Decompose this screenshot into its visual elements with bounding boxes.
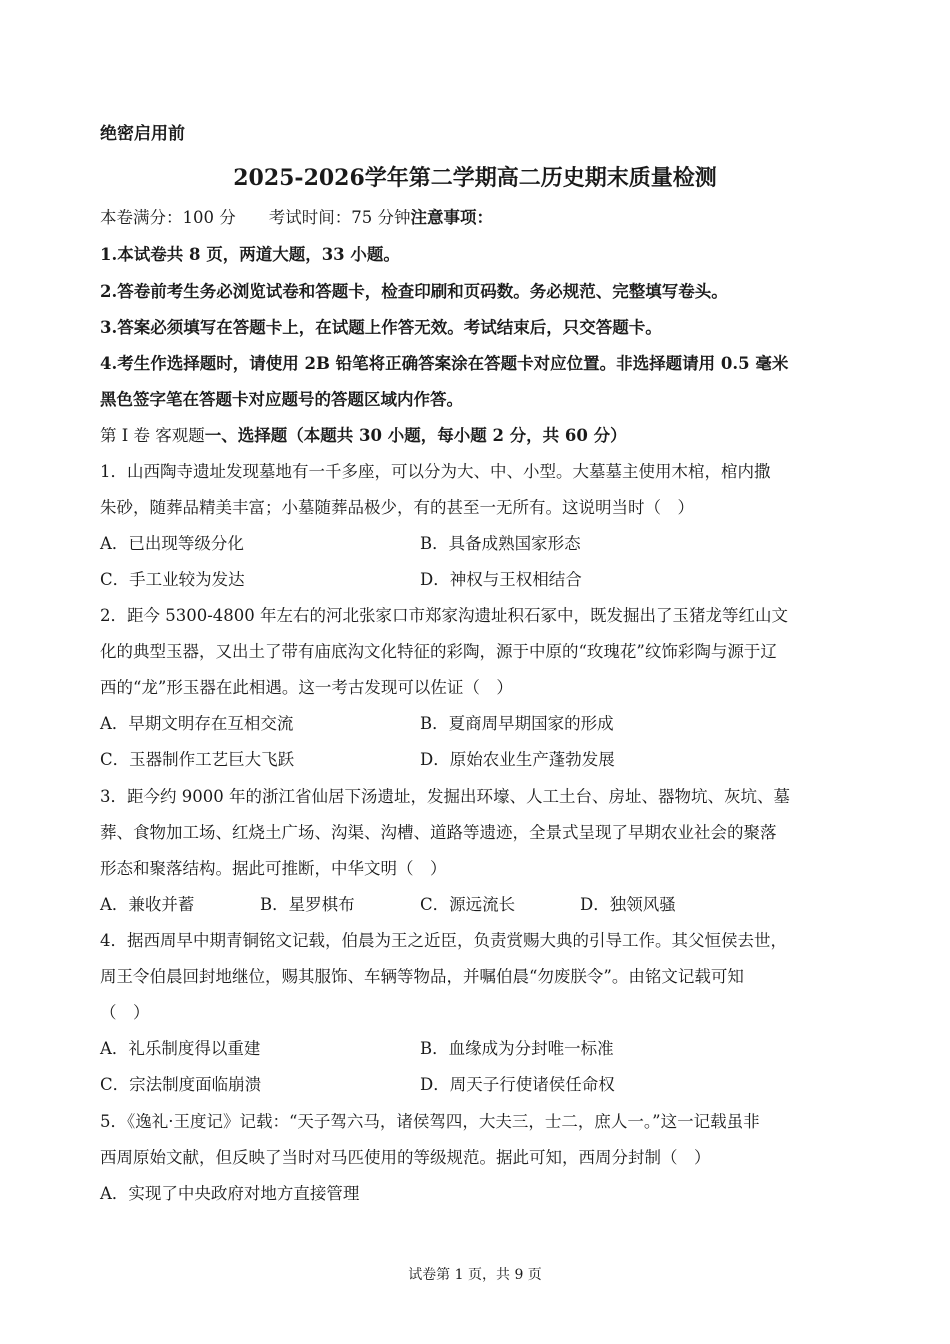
- notice-heading: 注意事项：: [410, 208, 493, 227]
- notice-3: 3.答案必须填写在答题卡上，在试题上作答无效。考试结束后，只交答题卡。: [100, 318, 662, 337]
- question-5-option-a: A．实现了中央政府对地方直接管理: [100, 1184, 360, 1203]
- question-4-option-b: B．血缘成为分封唯一标准: [420, 1039, 614, 1058]
- notice-4: 4.考生作选择题时，请使用 2B 铅笔将正确答案涂在答题卡对应位置。非选择题请用 0.5 毫米: [100, 354, 789, 373]
- question-1-line-1: 1．山西陶寺遗址发现墓地有一千多座，可以分为大、中、小型。大墓墓主使用木棺，棺内撒: [100, 462, 771, 481]
- question-1-option-d: D．神权与王权相结合: [420, 570, 582, 589]
- question-1-option-c: C．手工业较为发达: [100, 570, 245, 589]
- question-2-option-d: D．原始农业生产蓬勃发展: [420, 750, 615, 769]
- question-2-option-b: B．夏商周早期国家的形成: [420, 714, 614, 733]
- question-3-line-2: 葬、食物加工场、红烧土广场、沟渠、沟槽、道路等遗迹，全景式呈现了早期农业社会的聚落: [100, 823, 777, 842]
- question-3-option-d: D．独领风骚: [580, 895, 676, 914]
- notice-4-cont: 黑色签字笔在答题卡对应题号的答题区域内作答。: [100, 390, 463, 409]
- section-heading-line: [100, 424, 627, 448]
- exam-title: 2025-2026学年第二学期高二历史期末质量检测: [233, 165, 717, 191]
- question-2-option-c: C．玉器制作工艺巨大飞跃: [100, 750, 295, 769]
- page-footer: 试卷第 1 页，共 9 页: [408, 1267, 542, 1283]
- question-3-line-1: 3．距今约 9000 年的浙江省仙居下汤遗址，发掘出环壕、人工土台、房址、器物坑、灰坑、墓: [100, 787, 790, 806]
- question-2-option-a: A．早期文明存在互相交流: [100, 714, 294, 733]
- score-time-text: 本卷满分：100 分 考试时间：75 分钟: [100, 208, 411, 227]
- question-3-option-c: C．源远流长: [420, 895, 516, 914]
- question-1-line-2: 朱砂，随葬品精美丰富；小墓随葬品极少，有的甚至一无所有。这说明当时（ ）: [100, 498, 694, 517]
- notice-1: 1.本试卷共 8 页，两道大题，33 小题。: [100, 245, 400, 264]
- question-4-line-3: （ ）: [100, 1003, 150, 1022]
- exam-meta-line: [100, 206, 493, 230]
- question-3-option-a: A．兼收并蓄: [100, 895, 195, 914]
- question-4-line-1: 4．据西周早中期青铜铭文记载，伯晨为王之近臣，负责赏赐大典的引导工作。其父恒侯去世，: [100, 931, 787, 950]
- question-5-line-1: 5．《逸礼·王度记》记载：“天子驾六马，诸侯驾四，大夫三，士二，庶人一。”这一记载虽非: [100, 1112, 760, 1131]
- question-3-line-3: 形态和聚落结构。据此可推断，中华文明（ ）: [100, 859, 447, 878]
- question-4-option-c: C．宗法制度面临崩溃: [100, 1075, 262, 1094]
- question-2-line-3: 西的“龙”形玉器在此相遇。这一考古发现可以佐证（ ）: [100, 678, 513, 697]
- question-2-line-2: 化的典型玉器，又出土了带有庙底沟文化特征的彩陶，源于中原的“玫瑰花”纹饰彩陶与源于辽: [100, 642, 777, 661]
- question-1-option-a: A．已出现等级分化: [100, 534, 244, 553]
- question-4-option-d: D．周天子行使诸侯任命权: [420, 1075, 615, 1094]
- part-label: 第 I 卷 客观题: [100, 426, 205, 445]
- notice-2: 2.答卷前考生务必浏览试卷和答题卡，检查印刷和页码数。务必规范、完整填写卷头。: [100, 282, 728, 301]
- confidential-label: 绝密启用前: [100, 124, 185, 144]
- question-4-option-a: A．礼乐制度得以重建: [100, 1039, 261, 1058]
- section-heading: 一、选择题（本题共 30 小题，每小题 2 分，共 60 分）: [204, 426, 627, 445]
- question-1-option-b: B．具备成熟国家形态: [420, 534, 581, 553]
- question-4-line-2: 周王令伯晨回封地继位，赐其服饰、车辆等物品，并嘱伯晨“勿废朕令”。由铭文记载可知: [100, 967, 744, 986]
- question-5-line-2: 西周原始文献，但反映了当时对马匹使用的等级规范。据此可知，西周分封制（ ）: [100, 1148, 711, 1167]
- question-3-option-b: B．星罗棋布: [260, 895, 355, 914]
- question-2-line-1: 2．距今 5300-4800 年左右的河北张家口市郑家沟遗址积石冢中，既发掘出了玉猪龙等红山文: [100, 606, 789, 625]
